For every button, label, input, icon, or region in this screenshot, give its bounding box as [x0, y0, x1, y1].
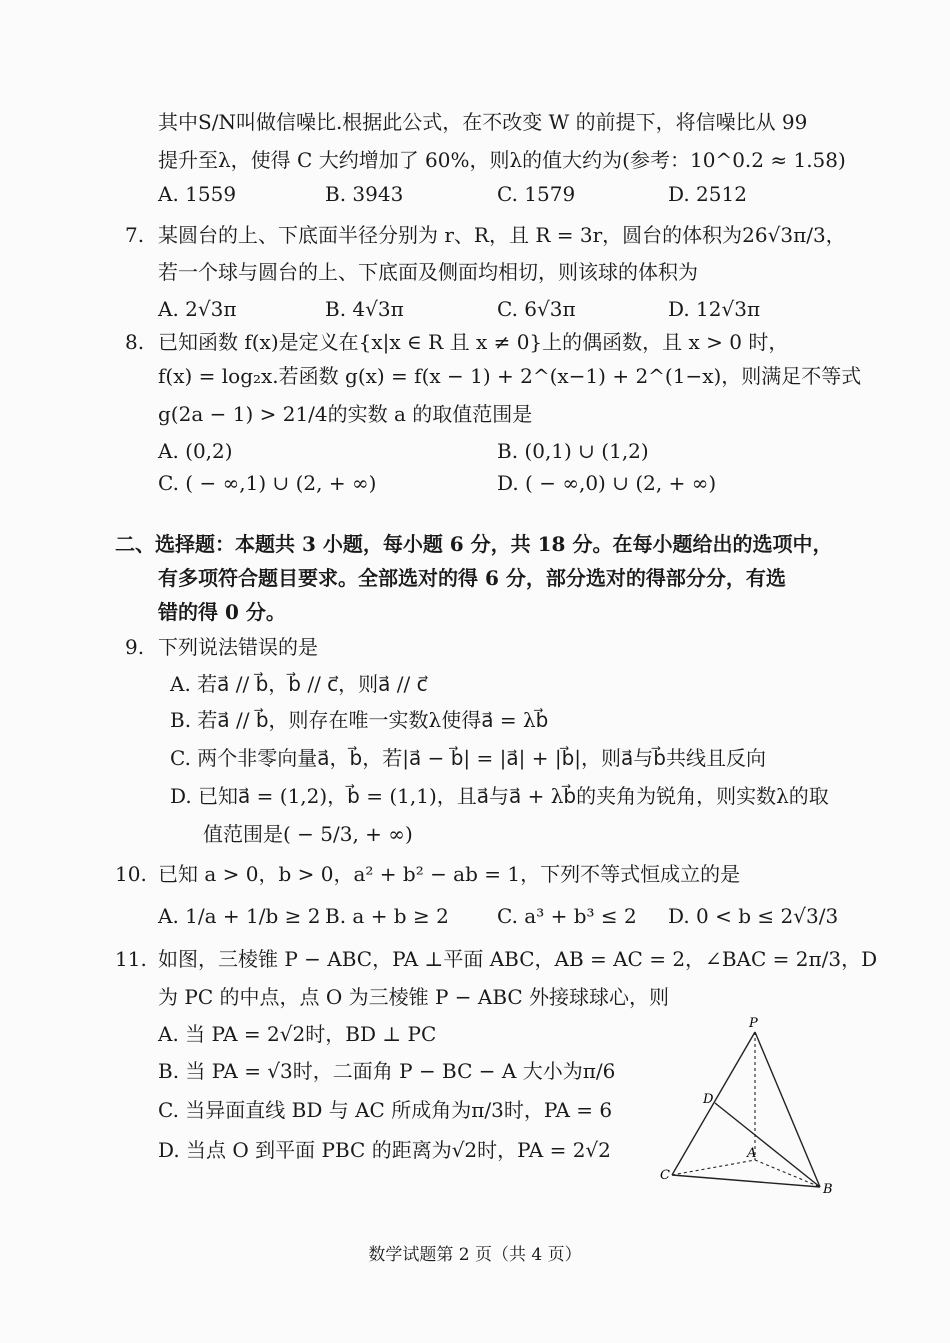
q6-option-c: C. 1579	[497, 182, 576, 206]
q8-option-a: A. (0,2)	[158, 439, 233, 463]
page-footer: 数学试题第 2 页（共 4 页）	[368, 1245, 582, 1265]
q11-number: 11.	[115, 947, 147, 971]
section2-line3: 错的得 0 分。	[158, 600, 286, 624]
section2-line2: 有多项符合题目要求。全部选对的得 6 分，部分选对的得部分分，有选	[158, 566, 786, 590]
q11-option-c: C. 当异面直线 BD 与 AC 所成角为π/3时，PA = 6	[158, 1098, 613, 1122]
q9-option-d-line2: 值范围是( − 5/3, + ∞)	[203, 822, 413, 846]
label-d: D	[703, 1092, 714, 1107]
q9-stem: 下列说法错误的是	[158, 635, 318, 659]
q10-option-c: C. a³ + b³ ≤ 2	[497, 904, 637, 928]
q9-option-c: C. 两个非零向量a⃗，b⃗，若|a⃗ − b⃗| = |a⃗| + |b⃗|，则a⃗与b⃗共线且反向	[170, 746, 766, 770]
q10-option-d: D. 0 < b ≤ 2√3/3	[668, 904, 839, 928]
q6-option-a: A. 1559	[158, 182, 237, 206]
label-b: B	[823, 1182, 833, 1197]
q6-line1: 其中S/N叫做信噪比.根据此公式，在不改变 W 的前提下，将信噪比从 99	[158, 110, 808, 134]
q10-number: 10.	[115, 862, 147, 886]
q10-option-b: B. a + b ≥ 2	[325, 904, 449, 928]
q9-option-b: B. 若a⃗ // b⃗，则存在唯一实数λ使得a⃗ = λb⃗	[170, 708, 549, 732]
label-a: A	[747, 1146, 757, 1161]
q9-number: 9.	[125, 635, 145, 659]
q6-line2: 提升至λ，使得 C 大约增加了 60%，则λ的值大约为(参考：10^0.2 ≈ 1.58)	[158, 148, 846, 172]
q7-line2: 若一个球与圆台的上、下底面及侧面均相切，则该球的体积为	[158, 260, 698, 284]
q7-line1: 某圆台的上、下底面半径分别为 r、R，且 R = 3r，圆台的体积为26√3π/3，	[158, 223, 846, 247]
q8-line3: g(2a − 1) > 21/4的实数 a 的取值范围是	[158, 402, 533, 426]
q9-option-d-line1: D. 已知a⃗ = (1,2)，b⃗ = (1,1)，且a⃗与a⃗ + λb⃗的夹角为锐角，则实数λ的取	[170, 784, 829, 808]
q11-option-d: D. 当点 O 到平面 PBC 的距离为√2时，PA = 2√2	[158, 1138, 611, 1162]
label-c: C	[660, 1168, 670, 1183]
q7-option-d: D. 12√3π	[668, 297, 761, 321]
section2-line1: 二、选择题：本题共 3 小题，每小题 6 分，共 18 分。在每小题给出的选项中，	[115, 532, 833, 556]
q10-option-a: A. 1/a + 1/b ≥ 2	[158, 904, 321, 928]
edge-ca	[672, 1160, 755, 1175]
q11-option-a: A. 当 PA = 2√2时，BD ⊥ PC	[158, 1022, 437, 1046]
q8-line2: f(x) = log₂x.若函数 g(x) = f(x − 1) + 2^(x−1) + 2^(1−x)，则满足不等式	[158, 364, 862, 388]
label-p: P	[749, 1016, 758, 1031]
q7-option-a: A. 2√3π	[158, 297, 237, 321]
q8-option-c: C. ( − ∞,1) ∪ (2, + ∞)	[158, 471, 377, 495]
edge-pc	[672, 1032, 755, 1175]
q6-option-d: D. 2512	[668, 182, 747, 206]
tetrahedron-figure	[655, 1015, 845, 1200]
edge-cb	[672, 1175, 820, 1187]
q11-line1: 如图，三棱锥 P − ABC，PA ⊥平面 ABC，AB = AC = 2，∠BAC = 2π/3，D	[158, 947, 878, 971]
q8-line1: 已知函数 f(x)是定义在{x|x ∈ R 且 x ≠ 0}上的偶函数，且 x > 0 时，	[158, 330, 789, 354]
q7-option-b: B. 4√3π	[325, 297, 404, 321]
q11-line2: 为 PC 的中点，点 O 为三棱锥 P − ABC 外接球球心，则	[158, 985, 670, 1009]
q10-stem: 已知 a > 0，b > 0，a² + b² − ab = 1，下列不等式恒成立的是	[158, 862, 741, 886]
q8-option-d: D. ( − ∞,0) ∪ (2, + ∞)	[497, 471, 717, 495]
q8-option-b: B. (0,1) ∪ (1,2)	[497, 439, 649, 463]
q8-number: 8.	[125, 330, 145, 354]
q7-number: 7.	[125, 223, 145, 247]
q6-option-b: B. 3943	[325, 182, 404, 206]
q7-option-c: C. 6√3π	[497, 297, 576, 321]
segment-bd	[715, 1103, 820, 1187]
edge-pb	[755, 1032, 820, 1187]
q11-option-b: B. 当 PA = √3时，二面角 P − BC − A 大小为π/6	[158, 1059, 616, 1083]
q9-option-a: A. 若a⃗ // b⃗，b⃗ // c⃗，则a⃗ // c⃗	[170, 672, 428, 696]
